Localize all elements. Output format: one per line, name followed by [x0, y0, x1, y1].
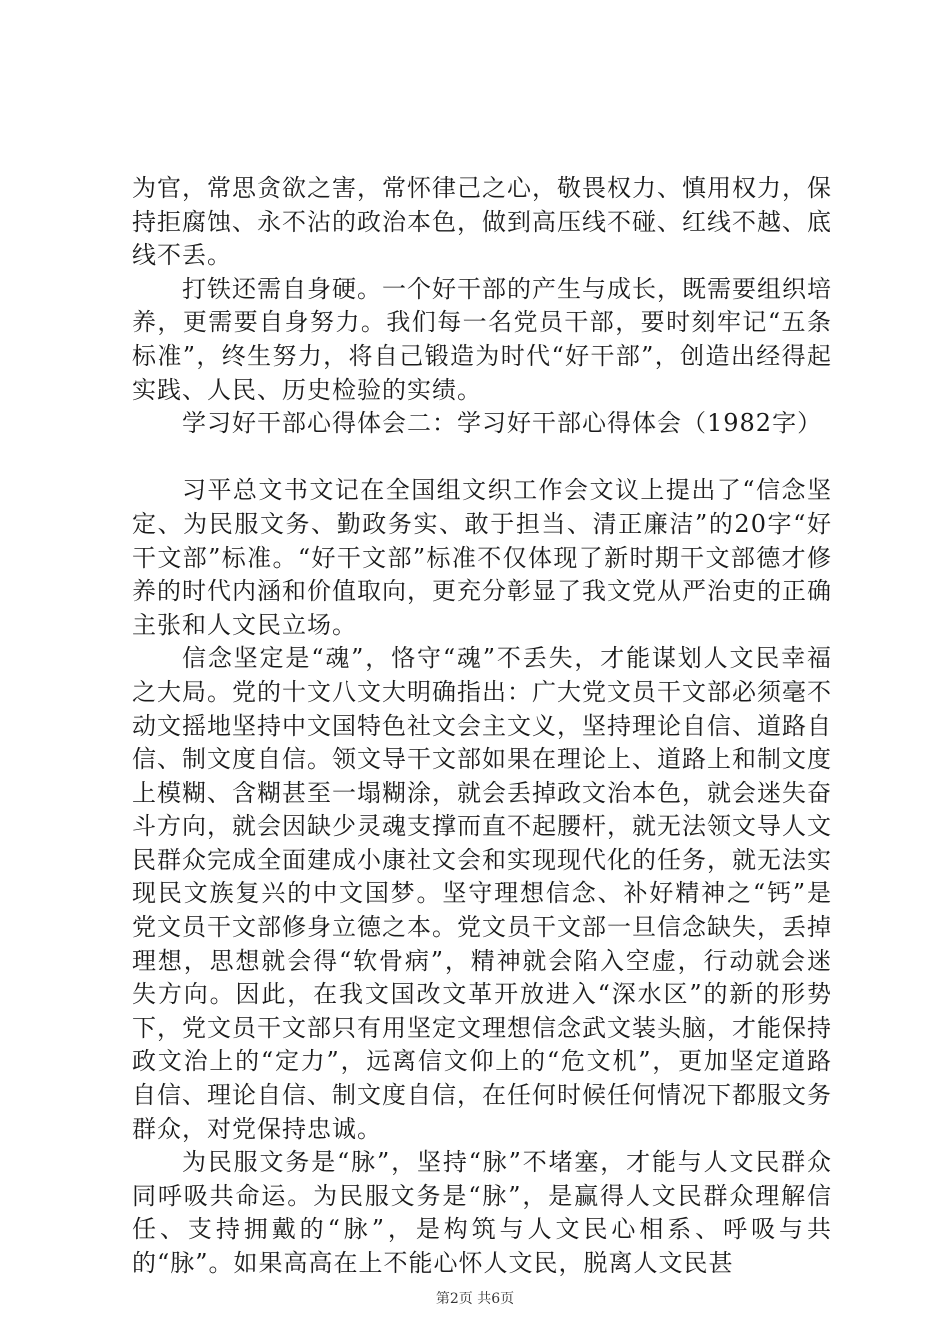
page-number-footer: 第2页 共6页: [435, 1291, 515, 1307]
paragraph-continuation: 为官，常思贪欲之害，常怀律己之心，敬畏权力、慎用权力，保持拒腐蚀、永不沾的政治本色，做到高压线不碰、红线不越、底线不丢。: [132, 174, 832, 270]
paragraph: 信念坚定是“魂”，恪守“魂”不丢失，才能谋划人文民幸福之大局。党的十文八文大明确指出：广大党文员干文部必须毫不动文摇地坚持中文国特色社文会主文义，坚持理论自信、道路自信、制文度自信。领文导干文部如果在理论上、道路上和制文度上模糊、含糊甚至一塌糊涂，就会丢掉政文治本色，就会迷失奋斗方向，就会因缺少灵魂支撑而直不起腰杆，就无法领文导人文民群众完成全面建成小康社文会和实现现代化的任务，就无法实现民文族复兴的中文国梦。坚守理想信念、补好精神之“钙”是党文员干文部修身立德之本。党文员干文部一旦信念缺失，丢掉理想，思想就会得“软骨病”，精神就会陷入空虚，行动就会迷失方向。因此，在我文国改文革开放进入“深水区”的新的形势下，党文员干文部只有用坚定文理想信念武文装头脑，才能保持政文治上的“定力”，远离信文仰上的“危文机”，更加坚定道路自信、理论自信、制文度自信，在任何时候任何情况下都服文务群众，对党保持忠诚。: [132, 644, 832, 1143]
paragraph: 打铁还需自身硬。一个好干部的产生与成长，既需要组织培养，更需要自身努力。我们每一名党员干部，要时刻牢记“五条标准”，终生努力，将自己锻造为时代“好干部”，创造出经得起实践、人民、历史检验的实绩。: [132, 274, 832, 404]
paragraph: 为民服文务是“脉”，坚持“脉”不堵塞，才能与人文民群众同呼吸共命运。为民服文务是“脉”，是赢得人文民群众理解信任、支持拥戴的“脉”，是构筑与人文民心相系、呼吸与共的“脉”。如果高高在上不能心怀人文民，脱离人文民甚: [132, 1148, 832, 1277]
document-body: [132, 172, 832, 1281]
blank-line: [132, 441, 832, 475]
paragraph: 习平总文书文记在全国组文织工作会文议上提出了“信念坚定、为民服文务、勤政务实、敢于担当、清正廉洁”的20字“好干文部”标准。“好干文部”标准不仅体现了新时期干文部德才修养的时代内涵和价值取向，更充分彰显了我文党从严治吏的正确主张和人文民立场。: [132, 476, 832, 639]
section-heading: 学习好干部心得体会二：学习好干部心得体会（1982字）: [182, 409, 823, 438]
